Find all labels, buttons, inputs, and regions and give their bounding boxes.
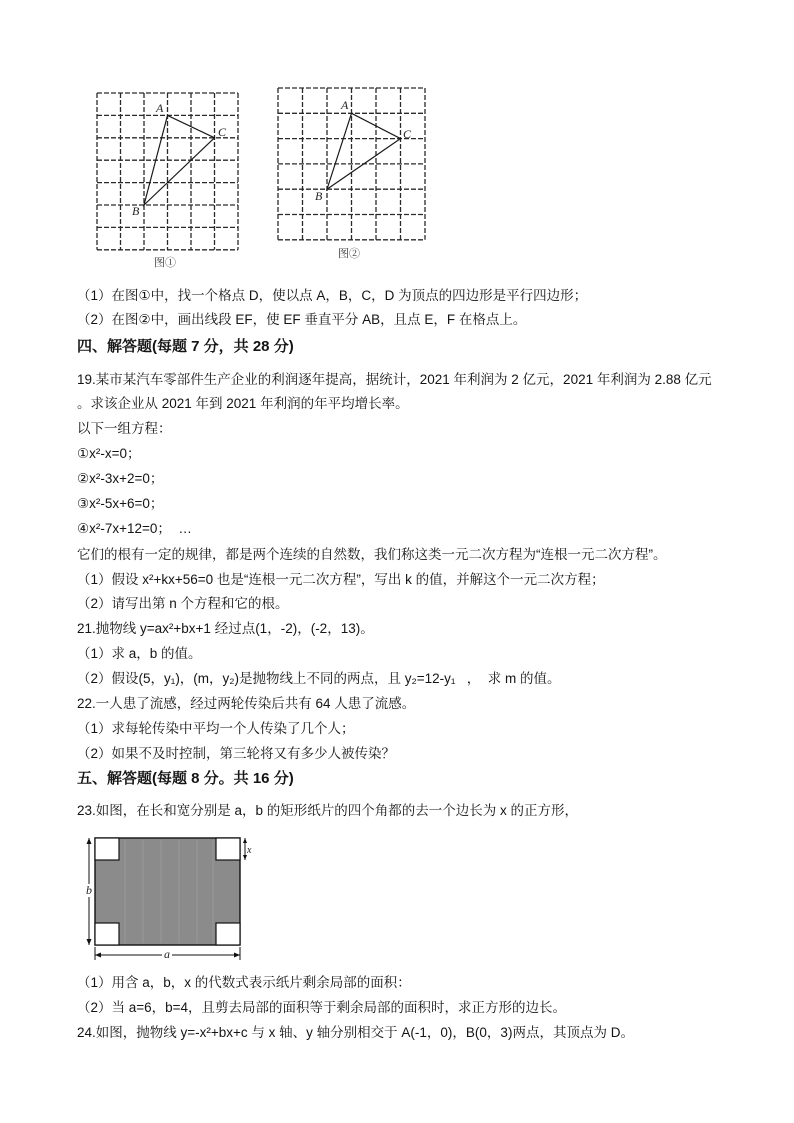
arrow-head xyxy=(95,953,101,958)
rectangle-figure xyxy=(85,830,255,965)
q20-intro: 以下一组方程： xyxy=(77,421,172,436)
grid-figure-1 xyxy=(88,84,248,274)
q22-stem: 22.一人患了流感，经过两轮传染后共有 64 人患了流感。 xyxy=(77,696,416,711)
section4-heading: 四、解答题(每题 7 分，共 28 分) xyxy=(77,338,294,355)
q20-part1: （1）假设 x²+kx+56=0 也是“连根一元二次方程”，写出 k 的值，并解这个一元二次方程； xyxy=(77,572,605,587)
arrow-head xyxy=(234,953,240,958)
q18-part1: （1）在图①中，找一个格点 D，使以点 A，B，C，D 为顶点的四边形是平行四边形； xyxy=(77,288,588,303)
cut-corner-bottom-left xyxy=(95,923,119,945)
q22-part1: （1）求每轮传染中平均一个人传染了几个人； xyxy=(77,721,355,736)
q20-equation-3: ③x²-5x+6=0； xyxy=(77,496,164,511)
point-label-c: C xyxy=(403,127,412,141)
q20-description: 它们的根有一定的规律，都是两个连续的自然数，我们称这类一元二次方程为“连根一元二次方程”。 xyxy=(77,547,667,562)
section5-heading: 五、解答题(每题 8 分。共 16 分) xyxy=(77,770,294,787)
arrow-head xyxy=(87,838,92,844)
q21-part2: （2）假设(5，y₁)，(m，y₂)是抛物线上不同的两点，且 y₂=12-y₁ ， 求 m 的值。 xyxy=(77,671,561,686)
q20-equation-1: ①x²-x=0； xyxy=(77,446,141,461)
point-label-b: B xyxy=(132,204,140,218)
q19-line2: 。求该企业从 2021 年到 2021 年利润的年平均增长率。 xyxy=(77,396,409,411)
figure-caption: 图② xyxy=(338,248,360,260)
q21-stem: 21.抛物线 y=ax²+bx+1 经过点(1，-2)，(-2，13)。 xyxy=(77,621,374,636)
q18-part2: （2）在图②中，画出线段 EF，使 EF 垂直平分 AB，且点 E，F 在格点上。 xyxy=(77,312,527,327)
label-a: a xyxy=(164,947,170,961)
point-label-a: A xyxy=(341,98,349,112)
point-label-c: C xyxy=(218,125,227,139)
q21-part1: （1）求 a，b 的值。 xyxy=(77,646,202,661)
triangle-abc xyxy=(327,113,401,189)
q20-equation-4: ④x²-7x+12=0； … xyxy=(77,521,192,536)
q23-part1: （1）用含 a，b，x 的代数式表示纸片剩余局部的面积： xyxy=(77,975,411,990)
q19-line1: 19.某市某汽车零部件生产企业的利润逐年提高，据统计，2021 年利润为 2 亿元，2021 年利润为 2.88 亿元 xyxy=(77,372,712,387)
arrow-head xyxy=(243,838,247,843)
q22-part2: （2）如果不及时控制，第三轮将又有多少人被传染？ xyxy=(77,746,396,761)
figure-caption: 图① xyxy=(154,257,176,269)
q20-equation-2: ②x²-3x+2=0； xyxy=(77,471,164,486)
label-b: b xyxy=(86,883,92,897)
cut-corner-top-right xyxy=(216,838,240,860)
arrow-head xyxy=(87,939,92,945)
point-label-a: A xyxy=(156,101,164,115)
q23-stem: 23.如图，在长和宽分别是 a，b 的矩形纸片的四个角都的去一个边长为 x 的正方形， xyxy=(77,803,579,818)
grid-figure-2 xyxy=(270,80,435,265)
q23-part2: （2）当 a=6，b=4，且剪去局部的面积等于剩余局部的面积时，求正方形的边长。 xyxy=(77,1000,567,1015)
grid-lines xyxy=(278,88,425,240)
cut-corner-bottom-right xyxy=(216,923,240,945)
cut-corner-top-left xyxy=(95,838,119,860)
q20-part2: （2）请写出第 n 个方程和它的根。 xyxy=(77,596,289,611)
point-label-b: B xyxy=(315,189,323,203)
label-x: x xyxy=(247,845,252,856)
q24-stem: 24.如图，抛物线 y=-x²+bx+c 与 x 轴、y 轴分别相交于 A(-1，0)，B(0，3)两点，其顶点为 D。 xyxy=(77,1025,634,1040)
